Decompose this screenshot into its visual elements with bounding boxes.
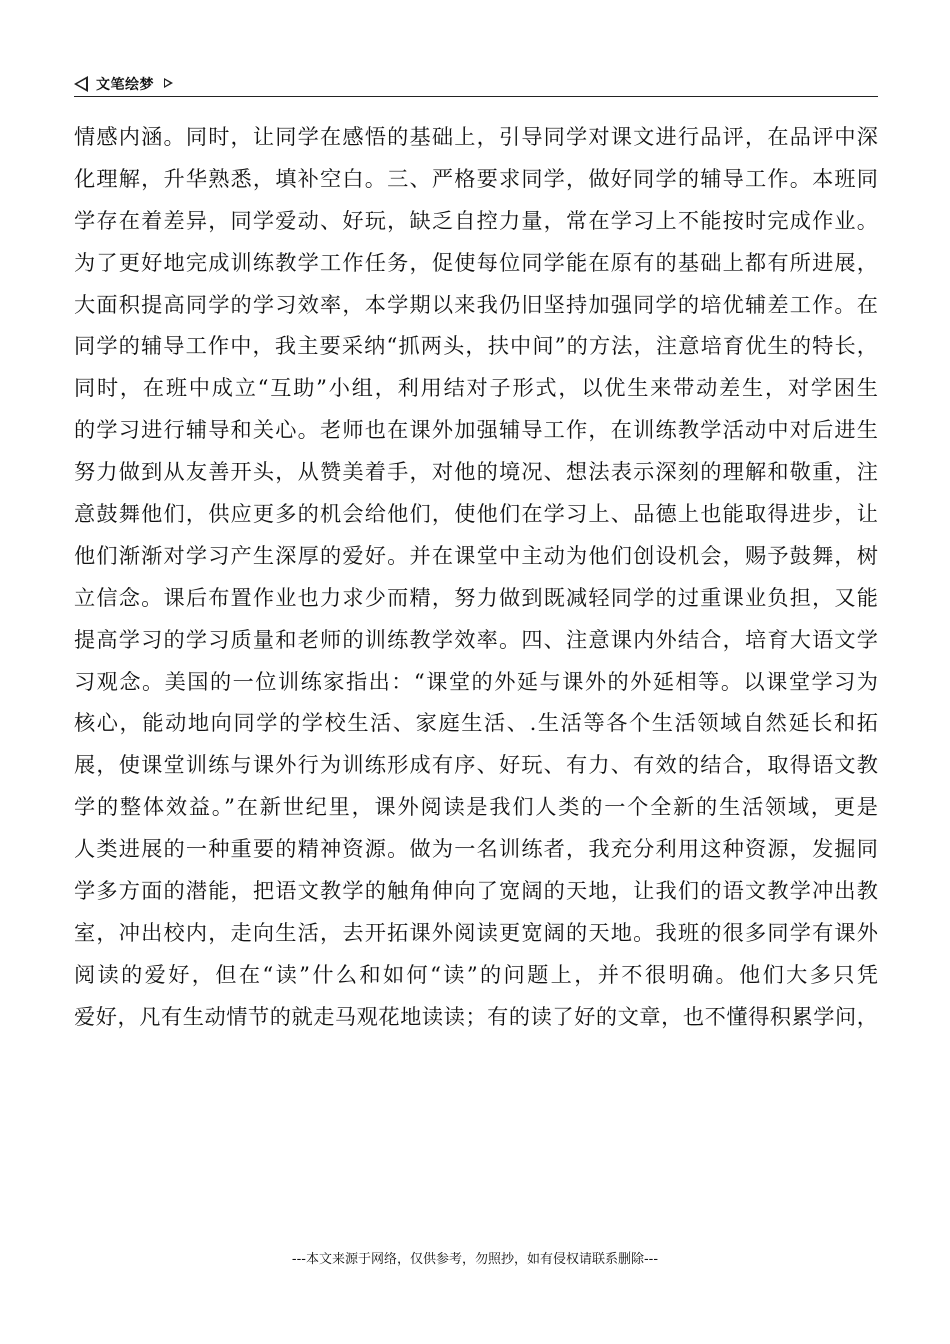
text-line: 室，冲出校内，走向生活，去开拓课外阅读更宽阔的天地。我班的很多同学有课外 [74, 919, 878, 945]
text-line: 核心，能动地向同学的学校生活、家庭生活、.生活等各个生活领域自然延长和拓 [74, 710, 878, 736]
text-line: 人类进展的一种重要的精神资源。做为一名训练者，我充分利用这种资源，发掘同 [74, 836, 878, 862]
text-line: 习观念。美国的一位训练家指出：“课堂的外延与课外的外延相等。以课堂学习为 [74, 668, 878, 694]
header-brand: 文笔绘梦 [96, 77, 154, 93]
text-line: 努力做到从友善开头，从赞美着手，对他的境况、想法表示深刻的理解和敬重，注 [74, 459, 878, 485]
triangle-right-icon [164, 78, 173, 88]
text-line: 提高学习的学习质量和老师的训练教学效率。四、注意课内外结合，培育大语文学 [74, 626, 878, 652]
document-body [74, 116, 878, 1038]
text-line: 同时，在班中成立“互助”小组，利用结对子形式，以优生来带动差生，对学困生 [74, 375, 878, 401]
page-header [74, 72, 878, 97]
text-line: 立信念。课后布置作业也力求少而精，努力做到既减轻同学的过重课业负担，又能 [74, 584, 878, 610]
triangle-left-icon [74, 76, 88, 92]
text-line: 展，使课堂训练与课外行为训练形成有序、好玩、有力、有效的结合，取得语文教 [74, 752, 878, 778]
text-line: 爱好，凡有生动情节的就走马观花地读读；有的读了好的文章，也不懂得积累学问， [74, 1003, 878, 1029]
text-line: 的学习进行辅导和关心。老师也在课外加强辅导工作，在训练教学活动中对后进生 [74, 417, 878, 443]
page-footer: ---本文来源于网络，仅供参考，勿照抄，如有侵权请联系删除--- [291, 1252, 659, 1267]
text-line: 为了更好地完成训练教学工作任务，促使每位同学能在原有的基础上都有所进展， [74, 249, 878, 275]
text-line: 意鼓舞他们，供应更多的机会给他们，使他们在学习上、品德上也能取得进步，让 [74, 501, 878, 527]
text-line: 情感内涵。同时，让同学在感悟的基础上，引导同学对课文进行品评，在品评中深 [74, 124, 878, 149]
text-line: 学多方面的潜能，把语文教学的触角伸向了宽阔的天地，让我们的语文教学冲出教 [74, 878, 878, 904]
text-line: 同学的辅导工作中，我主要采纳“抓两头，扶中间”的方法，注意培育优生的特长， [74, 333, 878, 359]
text-line: 阅读的爱好，但在“读”什么和如何“读”的问题上，并不很明确。他们大多只凭 [74, 961, 878, 987]
text-line: 他们渐渐对学习产生深厚的爱好。并在课堂中主动为他们创设机会，赐予鼓舞，树 [74, 542, 878, 568]
text-line: 学存在着差异，同学爱动、好玩，缺乏自控力量，常在学习上不能按时完成作业。 [74, 207, 878, 233]
text-line: 化理解，升华熟悉，填补空白。三、严格要求同学，做好同学的辅导工作。本班同 [74, 165, 878, 191]
text-line: 大面积提高同学的学习效率，本学期以来我仍旧坚持加强同学的培优辅差工作。在 [74, 291, 878, 317]
text-line: 学的整体效益。”在新世纪里，课外阅读是我们人类的一个全新的生活领域，更是 [74, 794, 878, 820]
